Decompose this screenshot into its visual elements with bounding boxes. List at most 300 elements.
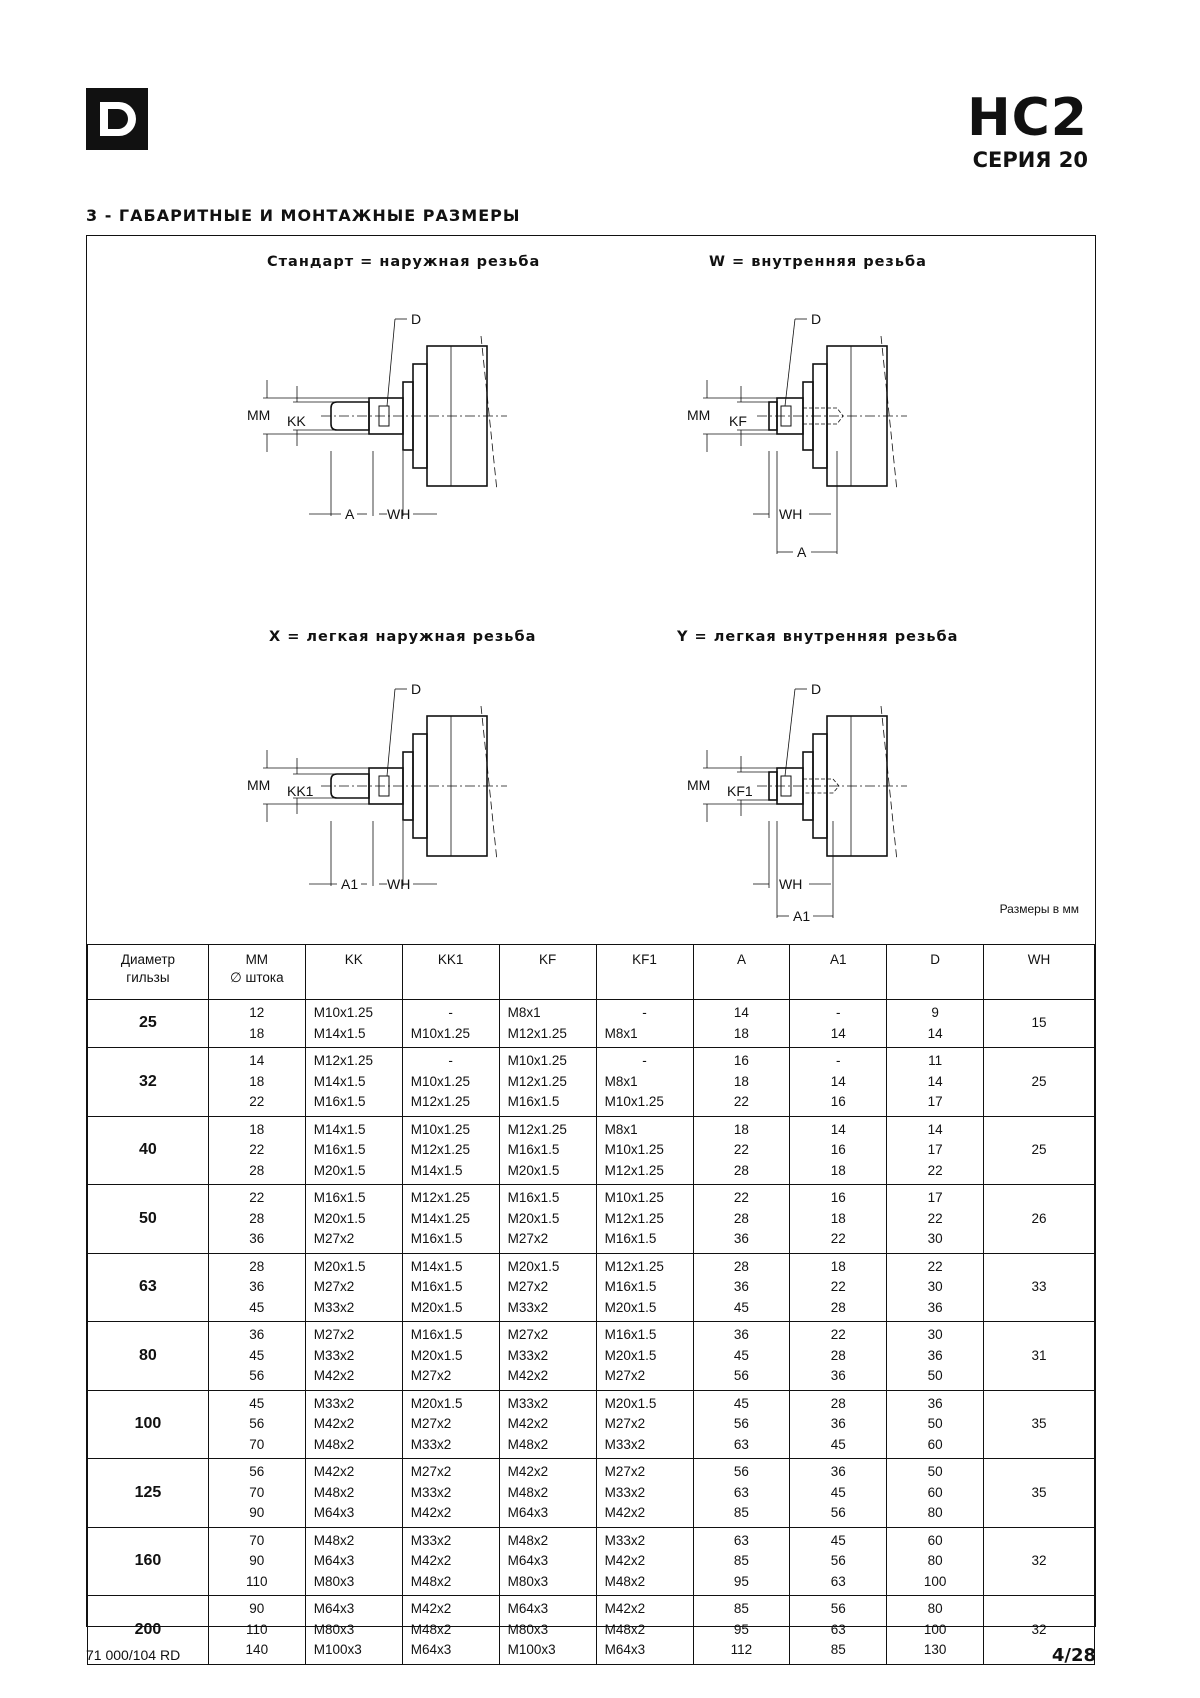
kk1-value: M12x1.25 <box>410 1142 470 1157</box>
a-value: 28 <box>733 1162 749 1178</box>
kf1-value: M10x1.25 <box>604 1190 664 1205</box>
bore-cell: 125 <box>88 1459 209 1528</box>
kk1-value: M33x2 <box>410 1532 452 1548</box>
wh-cell: 32 <box>984 1527 1095 1596</box>
a1-cell <box>790 1253 887 1322</box>
wh-cell: 15 <box>984 1000 1095 1048</box>
mm-value: 45 <box>249 1299 265 1315</box>
kk-value: M64x3 <box>313 1553 355 1568</box>
mm-value: 36 <box>249 1231 265 1246</box>
table-row <box>88 1390 1095 1459</box>
a-value: 85 <box>733 1505 749 1520</box>
a1-value: 28 <box>830 1347 846 1363</box>
wh-cell: 35 <box>984 1459 1095 1528</box>
d-value: 80 <box>927 1553 943 1568</box>
kf-cell <box>499 1116 596 1185</box>
kf1-value: M42x2 <box>604 1505 646 1520</box>
kk1-value: M10x1.25 <box>410 1025 470 1041</box>
d-cell <box>887 1185 984 1254</box>
kk1-value: - <box>448 1005 453 1020</box>
kf-value: M27x2 <box>507 1327 549 1342</box>
d-value: 22 <box>927 1162 943 1178</box>
d-value: 11 <box>928 1053 943 1068</box>
a-value: 14 <box>733 1005 749 1020</box>
kk1-value: M10x1.25 <box>410 1121 470 1137</box>
a-cell <box>693 1116 790 1185</box>
kk-value: M20x1.5 <box>313 1162 366 1178</box>
kk1-value: M42x2 <box>410 1601 452 1616</box>
kf1-cell <box>596 1116 693 1185</box>
kf1-cell <box>596 1527 693 1596</box>
kk-value: M33x2 <box>313 1395 355 1411</box>
mm-value: 36 <box>249 1279 265 1294</box>
mm-cell <box>208 1116 305 1185</box>
mm-value: 110 <box>246 1573 268 1589</box>
kk-cell <box>305 1253 402 1322</box>
kk-value: M64x3 <box>313 1601 355 1616</box>
kf-value: M20x1.5 <box>507 1162 560 1178</box>
kf-value: M42x2 <box>507 1464 549 1479</box>
mm-value: 56 <box>249 1416 265 1431</box>
a1-cell <box>790 1116 887 1185</box>
kk1-cell <box>402 1185 499 1254</box>
kk-cell <box>305 1000 402 1048</box>
kf1-value: M33x2 <box>604 1532 646 1548</box>
a1-cell <box>790 1185 887 1254</box>
kf-value: M12x1.25 <box>507 1121 567 1137</box>
kk-value: M20x1.5 <box>313 1258 366 1274</box>
kf1-value: M48x2 <box>604 1621 646 1637</box>
d-value: 36 <box>927 1299 943 1315</box>
d-value: 14 <box>927 1073 943 1089</box>
kf-value: M80x3 <box>507 1621 549 1637</box>
table-body <box>88 1000 1095 1665</box>
a-value: 18 <box>733 1025 749 1041</box>
table-row <box>88 1527 1095 1596</box>
mm-value: 22 <box>249 1142 265 1157</box>
kk-cell <box>305 1596 402 1665</box>
kk1-cell <box>402 1390 499 1459</box>
kk-value: M10x1.25 <box>313 1005 374 1020</box>
diagram-w-a-label: A <box>797 544 807 560</box>
a1-value: 45 <box>830 1532 846 1548</box>
kf1-value: M8x1 <box>604 1121 638 1137</box>
bore-cell: 32 <box>88 1048 209 1117</box>
kk-value: M48x2 <box>313 1532 355 1548</box>
kk-value: M42x2 <box>313 1368 355 1383</box>
mm-cell <box>208 1253 305 1322</box>
kk1-cell <box>402 1322 499 1391</box>
a-value: 56 <box>733 1368 749 1383</box>
d-cell <box>887 1253 984 1322</box>
mm-value: 12 <box>249 1005 265 1020</box>
kk-value: M14x1.5 <box>313 1025 366 1041</box>
mm-value: 56 <box>249 1464 265 1479</box>
diagram-w <box>637 286 937 560</box>
mm-value: 45 <box>249 1395 265 1411</box>
kk1-value: M12x1.25 <box>410 1094 470 1109</box>
d-value: 60 <box>927 1484 943 1500</box>
kf-value: M80x3 <box>507 1573 549 1589</box>
a-value: 112 <box>730 1642 753 1657</box>
a-cell <box>693 1185 790 1254</box>
a1-value: 14 <box>830 1073 846 1089</box>
d-cell <box>887 1116 984 1185</box>
kk1-value: M64x3 <box>410 1642 452 1657</box>
document-code: 71 000/104 RD <box>86 1647 181 1663</box>
table-row <box>88 1000 1095 1048</box>
kf1-value: - <box>642 1005 647 1020</box>
a1-value: 16 <box>830 1190 846 1205</box>
company-logo <box>86 88 148 150</box>
kk1-cell <box>402 1116 499 1185</box>
kf-value: M48x2 <box>507 1532 549 1548</box>
diagram-x-a-label: A1 <box>341 876 359 892</box>
kf-cell <box>499 1527 596 1596</box>
diagram-y <box>637 656 937 926</box>
a1-cell <box>790 1390 887 1459</box>
kf-value: M8x1 <box>507 1005 541 1020</box>
header-mm: MM ∅ штока <box>208 945 305 1000</box>
d-value: 36 <box>927 1347 943 1363</box>
a-cell <box>693 1000 790 1048</box>
bore-cell: 40 <box>88 1116 209 1185</box>
d-cell <box>887 1459 984 1528</box>
kk1-value: - <box>448 1053 453 1068</box>
kf1-value: M48x2 <box>604 1573 646 1589</box>
kk-cell <box>305 1459 402 1528</box>
diagram-title-standard: Стандарт = наружная резьба <box>267 254 541 270</box>
kf1-value: M27x2 <box>604 1416 646 1431</box>
kk-value: M20x1.5 <box>313 1210 366 1226</box>
diagram-standard-wh-label: WH <box>387 506 411 522</box>
kf1-value: M33x2 <box>604 1436 646 1452</box>
mm-value: 90 <box>249 1553 265 1568</box>
diagram-x-wh-label: WH <box>387 876 411 892</box>
kf1-value: M12x1.25 <box>604 1210 664 1226</box>
mm-cell <box>208 1390 305 1459</box>
diagram-w-d-label: D <box>811 311 822 327</box>
header-bore: Диаметр гильзы <box>88 945 209 1000</box>
mm-value: 36 <box>249 1327 265 1342</box>
a1-value: 28 <box>830 1395 846 1411</box>
d-value: 22 <box>927 1258 943 1274</box>
kk1-value: M16x1.5 <box>410 1279 463 1294</box>
kf-value: M42x2 <box>507 1368 549 1383</box>
a-value: 56 <box>733 1464 749 1479</box>
kf1-value: M12x1.25 <box>604 1258 664 1274</box>
a1-cell <box>790 1527 887 1596</box>
mm-value: 22 <box>249 1190 265 1205</box>
kk-value: M27x2 <box>313 1231 355 1246</box>
a-value: 36 <box>733 1279 749 1294</box>
header-kf: KF <box>499 945 596 1000</box>
kk-value: M16x1.5 <box>313 1094 366 1109</box>
diagram-title-x: X = легкая наружная резьба <box>269 629 537 645</box>
kf-cell <box>499 1322 596 1391</box>
a1-cell <box>790 1048 887 1117</box>
kf-value: M10x1.25 <box>507 1053 567 1068</box>
a1-cell <box>790 1596 887 1665</box>
mm-value: 70 <box>249 1436 265 1452</box>
a-value: 45 <box>733 1299 749 1315</box>
kk-value: M100x3 <box>313 1642 362 1657</box>
bore-cell: 100 <box>88 1390 209 1459</box>
d-cell <box>887 1000 984 1048</box>
a1-cell <box>790 1322 887 1391</box>
header-kf1: KF1 <box>596 945 693 1000</box>
d-value: 130 <box>923 1642 947 1657</box>
kf1-cell <box>596 1185 693 1254</box>
kf-value: M33x2 <box>507 1347 549 1363</box>
kf-cell <box>499 1048 596 1117</box>
table-row <box>88 1322 1095 1391</box>
mm-value: 18 <box>249 1073 265 1089</box>
d-cell <box>887 1322 984 1391</box>
a1-value: 36 <box>830 1368 846 1383</box>
diagram-standard-thread-label: KK <box>287 413 306 429</box>
kf1-value: M8x1 <box>604 1073 638 1089</box>
kf-value: M16x1.5 <box>507 1190 560 1205</box>
model-name: HC2 <box>967 88 1088 148</box>
mm-cell <box>208 1322 305 1391</box>
table-row <box>88 1459 1095 1528</box>
mm-value: 22 <box>249 1094 265 1109</box>
kk1-cell <box>402 1048 499 1117</box>
kk1-value: M10x1.25 <box>410 1073 470 1089</box>
a1-value: - <box>836 1005 841 1020</box>
mm-value: 14 <box>249 1053 265 1068</box>
kk-value: M80x3 <box>313 1573 355 1589</box>
mm-cell <box>208 1596 305 1665</box>
bore-cell: 50 <box>88 1185 209 1254</box>
kf1-value: M42x2 <box>604 1601 646 1616</box>
a-value: 36 <box>733 1231 749 1246</box>
a-value: 85 <box>733 1553 749 1568</box>
a1-value: 45 <box>830 1436 846 1452</box>
kk-value: M16x1.5 <box>313 1142 366 1157</box>
kk1-value: M42x2 <box>410 1505 452 1520</box>
d-value: 80 <box>927 1601 943 1616</box>
a1-value: 22 <box>830 1279 846 1294</box>
kk-value: M48x2 <box>313 1484 355 1500</box>
bore-cell: 80 <box>88 1322 209 1391</box>
kk-cell <box>305 1322 402 1391</box>
d-value: 17 <box>927 1094 943 1109</box>
a1-value: 18 <box>830 1258 846 1274</box>
kf1-value: M20x1.5 <box>604 1299 657 1315</box>
kk1-value: M14x1.25 <box>410 1210 470 1226</box>
kf1-cell <box>596 1253 693 1322</box>
kk-value: M33x2 <box>313 1299 355 1315</box>
kk-value: M27x2 <box>313 1279 355 1294</box>
a1-value: 56 <box>830 1553 846 1568</box>
kf-cell <box>499 1459 596 1528</box>
mm-value: 70 <box>249 1532 265 1548</box>
kf-cell <box>499 1596 596 1665</box>
a-value: 28 <box>733 1258 749 1274</box>
kf1-value: M16x1.5 <box>604 1327 657 1342</box>
a1-value: 56 <box>830 1505 846 1520</box>
kk-value: M27x2 <box>313 1327 355 1342</box>
kf1-value: M20x1.5 <box>604 1395 657 1411</box>
kf-value: M42x2 <box>507 1416 549 1431</box>
kf-value: M48x2 <box>507 1484 549 1500</box>
diagram-w-mm-label: MM <box>687 407 711 423</box>
kf1-cell <box>596 1322 693 1391</box>
table-row <box>88 1048 1095 1117</box>
mm-value: 45 <box>249 1347 265 1363</box>
wh-cell: 26 <box>984 1185 1095 1254</box>
kf-cell <box>499 1000 596 1048</box>
kk1-value: M20x1.5 <box>410 1347 463 1363</box>
d-value: 14 <box>927 1121 943 1137</box>
a-cell <box>693 1459 790 1528</box>
header-a1: A1 <box>790 945 887 1000</box>
a-value: 45 <box>733 1347 749 1363</box>
a1-value: 85 <box>830 1642 846 1657</box>
diagram-y-wh-label: WH <box>779 876 803 892</box>
header-kk: KK <box>305 945 402 1000</box>
d-value: 14 <box>927 1025 943 1041</box>
a-value: 36 <box>733 1327 749 1342</box>
a1-value: 14 <box>830 1025 846 1041</box>
d-value: 60 <box>927 1532 943 1548</box>
a1-value: 45 <box>830 1484 846 1500</box>
kf1-cell <box>596 1000 693 1048</box>
kk1-value: M12x1.25 <box>410 1190 470 1205</box>
a-cell <box>693 1596 790 1665</box>
mm-value: 90 <box>249 1505 265 1520</box>
kk-value: M33x2 <box>313 1347 355 1363</box>
wh-cell: 31 <box>984 1322 1095 1391</box>
a1-value: 63 <box>830 1621 846 1637</box>
kk1-value: M42x2 <box>410 1553 452 1568</box>
kf-value: M33x2 <box>507 1299 549 1315</box>
kk-value: M80x3 <box>313 1621 355 1637</box>
a1-cell <box>790 1459 887 1528</box>
mm-value: 110 <box>246 1621 268 1637</box>
kf1-value: M33x2 <box>604 1484 646 1500</box>
wh-cell: 25 <box>984 1048 1095 1117</box>
kf1-value: M10x1.25 <box>604 1094 664 1109</box>
kk1-cell <box>402 1253 499 1322</box>
kf-value: M64x3 <box>507 1505 549 1520</box>
mm-cell <box>208 1048 305 1117</box>
a-cell <box>693 1322 790 1391</box>
kk1-value: M27x2 <box>410 1368 452 1383</box>
diagram-x-mm-label: MM <box>247 777 271 793</box>
kk1-cell <box>402 1459 499 1528</box>
kk-cell <box>305 1527 402 1596</box>
d-value: 80 <box>927 1505 943 1520</box>
kk1-value: M48x2 <box>410 1621 452 1637</box>
kf-value: M16x1.5 <box>507 1142 560 1157</box>
a1-value: - <box>836 1053 841 1068</box>
a-value: 28 <box>733 1210 749 1226</box>
kf1-cell <box>596 1048 693 1117</box>
mm-value: 70 <box>249 1484 265 1500</box>
kf1-value: M20x1.5 <box>604 1347 657 1363</box>
d-value: 50 <box>927 1416 943 1431</box>
kf1-value: M16x1.5 <box>604 1231 657 1246</box>
kk1-value: M16x1.5 <box>410 1231 463 1246</box>
kf1-cell <box>596 1596 693 1665</box>
diagram-y-d-label: D <box>811 681 822 697</box>
d-value: 36 <box>927 1395 943 1411</box>
d-value: 17 <box>927 1142 943 1157</box>
diagram-x <box>237 656 537 896</box>
a-value: 63 <box>733 1484 749 1500</box>
d-value: 50 <box>927 1464 943 1479</box>
d-value: 9 <box>931 1005 939 1020</box>
dimensions-table <box>87 944 1095 1665</box>
kf-value: M12x1.25 <box>507 1025 567 1041</box>
kf1-value: - <box>642 1053 647 1068</box>
d-value: 100 <box>923 1621 947 1637</box>
a-cell <box>693 1527 790 1596</box>
kf-value: M48x2 <box>507 1436 549 1452</box>
wh-cell: 35 <box>984 1390 1095 1459</box>
a1-value: 22 <box>830 1327 846 1342</box>
kk-value: M42x2 <box>313 1416 355 1431</box>
wh-cell: 33 <box>984 1253 1095 1322</box>
table-header-row <box>88 945 1095 1000</box>
kf-cell <box>499 1185 596 1254</box>
kf1-value: M27x2 <box>604 1464 646 1479</box>
diagram-standard <box>237 286 537 526</box>
kk-value: M64x3 <box>313 1505 355 1520</box>
kf-value: M64x3 <box>507 1601 549 1616</box>
wh-cell: 32 <box>984 1596 1095 1665</box>
kf1-value: M16x1.5 <box>604 1279 657 1294</box>
a1-value: 14 <box>830 1121 846 1137</box>
kf1-value: M27x2 <box>604 1368 646 1383</box>
diagram-x-d-label: D <box>411 681 422 697</box>
kf-cell <box>499 1390 596 1459</box>
a-value: 18 <box>733 1121 749 1137</box>
kf1-cell <box>596 1390 693 1459</box>
kk1-cell <box>402 1596 499 1665</box>
d-value: 30 <box>927 1231 943 1246</box>
a-value: 45 <box>733 1395 749 1411</box>
a1-value: 18 <box>830 1210 846 1226</box>
kk1-cell <box>402 1527 499 1596</box>
diagram-w-thread-label: KF <box>729 413 747 429</box>
a-cell <box>693 1048 790 1117</box>
kf1-value: M8x1 <box>604 1025 638 1041</box>
a-value: 63 <box>733 1532 749 1548</box>
a1-value: 28 <box>830 1299 846 1315</box>
diagram-title-y: Y = легкая внутренняя резьба <box>677 629 959 645</box>
a-cell <box>693 1253 790 1322</box>
kk1-value: M33x2 <box>410 1484 452 1500</box>
table-row <box>88 1253 1095 1322</box>
kk-value: M14x1.5 <box>313 1073 366 1089</box>
kk1-value: M27x2 <box>410 1416 452 1431</box>
table-row <box>88 1596 1095 1665</box>
bore-cell: 25 <box>88 1000 209 1048</box>
mm-value: 28 <box>249 1162 265 1178</box>
bore-cell: 160 <box>88 1527 209 1596</box>
mm-value: 18 <box>249 1025 265 1041</box>
a1-value: 36 <box>830 1464 846 1479</box>
kf-value: M100x3 <box>507 1642 556 1657</box>
a-value: 95 <box>733 1621 749 1637</box>
kk1-value: M48x2 <box>410 1573 452 1589</box>
kk1-value: M27x2 <box>410 1464 452 1479</box>
mm-cell <box>208 1185 305 1254</box>
